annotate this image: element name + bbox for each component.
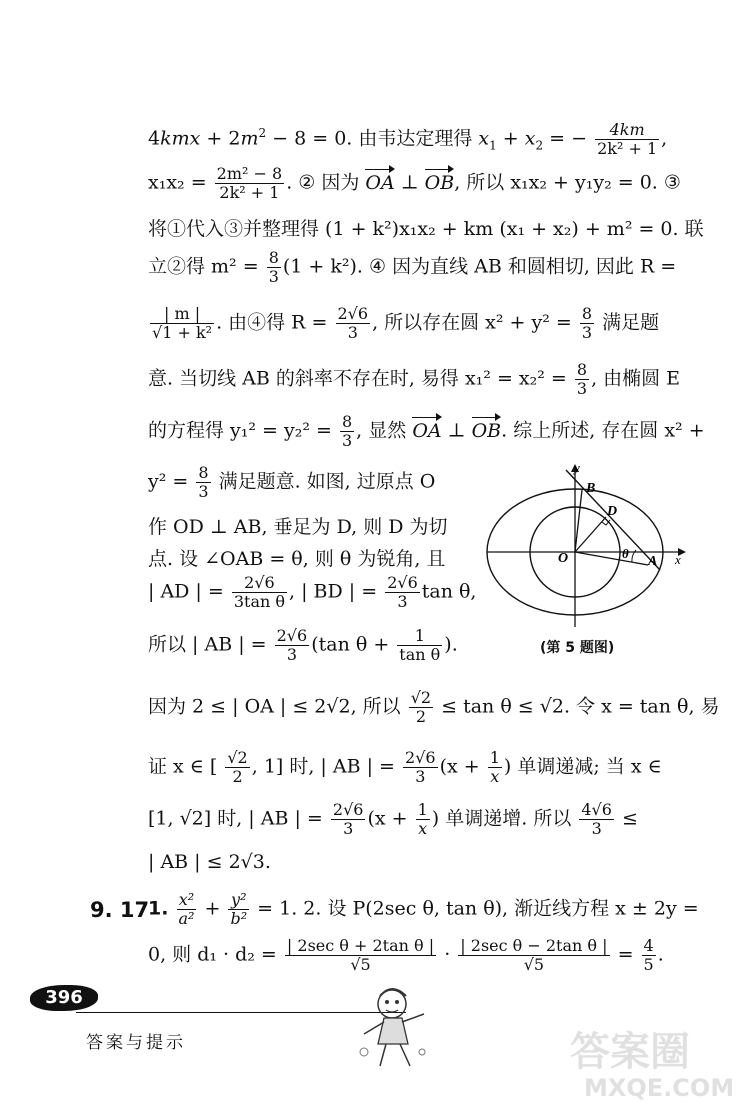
text: 4	[148, 127, 161, 150]
text: x	[478, 127, 490, 150]
text: ) 单调递减; 当 x ∈	[503, 755, 662, 778]
text-line-5	[148, 306, 659, 341]
text: ,	[661, 127, 668, 150]
text: ).	[444, 633, 458, 656]
text: , 1] 时, | AB | =	[251, 755, 395, 778]
text-line-17	[148, 892, 699, 927]
text: | AD | =	[148, 580, 224, 603]
fraction: $\frac{8}{3}$	[198, 463, 209, 501]
text: +	[496, 127, 525, 150]
text: ≤	[615, 807, 638, 830]
text: (1 + k²). ④ 因为直线 AB 和圆相切, 因此 R =	[282, 255, 677, 278]
text-line-11	[148, 575, 476, 610]
watermark-url: MXQE.COM	[584, 1074, 735, 1102]
text: ⊥	[394, 171, 425, 194]
fraction: $\frac{\text{| 2sec θ + 2tan θ |}}{√5}$	[286, 936, 435, 974]
fraction: $\frac{| m |}{\text{√1 + k²}}$	[152, 304, 213, 342]
fraction: $\frac{4}{5}$	[643, 936, 654, 974]
segment-oa	[575, 552, 648, 565]
fraction: $\frac{2√6}{3}$	[337, 304, 369, 342]
text: = −	[543, 127, 588, 150]
text: m	[240, 127, 259, 150]
text: x₁x₂ =	[148, 171, 207, 194]
fraction: $\frac{2√6}{3}$	[387, 573, 418, 611]
fraction: $\frac{2√6}{\text{3tan θ}}$	[233, 573, 286, 611]
text: tan θ,	[421, 580, 477, 603]
text: . 综上所述, 存在圆 x² +	[501, 419, 705, 442]
text: ·	[438, 943, 457, 966]
segment-od	[575, 517, 606, 552]
watermark: 答案圈	[570, 1029, 690, 1075]
text: 满足题	[596, 311, 660, 334]
text: , 所以 x₁x₂ + y₁y₂ = 0. ③	[454, 171, 681, 194]
fraction: $\frac{\text{| 2sec θ − 2tan θ |}}{√5}$	[460, 936, 608, 974]
figure-caption: (第 5 题图)	[540, 640, 615, 656]
label-d: D	[607, 504, 618, 519]
fraction: $\frac{√2}{2}$	[410, 688, 432, 726]
fraction: $\frac{1}{x}$	[489, 748, 500, 786]
fraction: $\frac{4km}{\text{2k² + 1}}$	[597, 120, 658, 158]
label-theta: θ	[622, 546, 629, 561]
fraction: $\frac{\text{2m² − 8}}{\text{2k² + 1}}$	[216, 164, 283, 202]
label-y: y	[574, 462, 580, 475]
label-o: O	[558, 551, 569, 566]
text-line-16: | AB | ≤ 2√3.	[148, 851, 271, 873]
text: 立②得 m² =	[148, 255, 259, 278]
text: , 所以存在圆 x² + y² =	[372, 311, 572, 334]
fraction: $\frac{8}{3}$	[341, 412, 353, 450]
text: +	[198, 897, 227, 920]
text: (tan θ +	[311, 633, 390, 656]
text: .	[657, 943, 664, 966]
text: kmx	[160, 127, 201, 150]
text: ≤ tan θ ≤ √2. 令 x = tan θ, 易	[435, 695, 720, 718]
text-line-18	[148, 938, 664, 973]
text-line-6	[148, 362, 680, 397]
footer-label: 答案与提示	[86, 1033, 186, 1053]
vector-oa: OA	[365, 171, 395, 194]
text: =	[611, 943, 634, 966]
text-line-8	[148, 465, 435, 500]
text: 因为 2 ≤ | OA | ≤ 2√2, 所以	[148, 695, 401, 718]
text: 证 x ∈ [	[148, 755, 218, 778]
text: = 1. 2. 设 P(2sec θ, tan θ), 渐近线方程 x ± 2y =	[251, 897, 699, 920]
label-b: B	[586, 481, 596, 496]
text: 满足题意. 如图, 过原点 O	[212, 470, 436, 493]
text-line-1: $4kmx + 2m^2 - 8 = 0$. 由韦达定理得 $x_1 + x_2$ = − $\frac{4km}{\text{2k² + 1}}$ ,	[148, 120, 668, 158]
text: ⊥	[441, 419, 472, 442]
text-line-15	[148, 802, 638, 837]
vector-ob: OB	[471, 419, 502, 442]
text: 1.	[148, 897, 169, 920]
fraction: $\frac{√2}{2}$	[227, 748, 248, 786]
page-number: 396	[30, 985, 98, 1011]
fraction: $\frac{\text{x²}}{\text{a²}}$	[178, 890, 195, 928]
text: , | BD | =	[289, 580, 378, 603]
text: , 显然	[356, 419, 407, 442]
text-line-12	[148, 628, 458, 663]
line-ab	[566, 470, 660, 570]
text-line-3: 将①代入③并整理得 (1 + k²)x₁x₂ + km (x₁ + x₂) + m² = 0. 联	[148, 218, 704, 240]
fraction: $\frac{2√6}{3}$	[405, 748, 436, 786]
fraction: $\frac{8}{3}$	[268, 248, 279, 286]
section-number: 9. 17	[90, 898, 150, 922]
fraction: $\frac{1}{\text{tan θ}}$	[399, 626, 441, 664]
fraction: $\frac{2√6}{3}$	[276, 626, 308, 664]
text-line-13	[148, 690, 720, 725]
text: 意. 当切线 AB 的斜率不存在时, 易得 x₁² = x₂² =	[148, 367, 567, 390]
text: (x +	[367, 807, 408, 830]
fraction: $\frac{\text{y²}}{\text{b²}}$	[230, 890, 248, 928]
text: + 2	[200, 127, 241, 150]
text-line-7	[148, 414, 705, 449]
text-line-9: 作 OD ⊥ AB, 垂足为 D, 则 D 为切	[148, 516, 448, 538]
text: 所以 | AB | =	[148, 633, 267, 656]
ellipse-circle-figure	[482, 462, 692, 632]
segment-ob	[575, 490, 582, 552]
text: (x +	[439, 755, 480, 778]
label-a: A	[648, 554, 658, 569]
text-line-4	[148, 250, 676, 285]
fraction: $\frac{8}{3}$	[576, 360, 588, 398]
text: , 由椭圆 E	[591, 367, 681, 390]
text: . ② 因为	[286, 171, 360, 194]
label-x: x	[675, 552, 681, 567]
text: 0, 则 d₁ · d₂ =	[148, 943, 277, 966]
fraction: $\frac{2√6}{3}$	[332, 800, 364, 838]
text: y² =	[148, 470, 189, 493]
text: 的方程得 y₁² = y₂² =	[148, 419, 332, 442]
text: . 由④得 R =	[216, 311, 328, 334]
text-line-10: 点. 设 ∠OAB = θ, 则 θ 为锐角, 且	[148, 548, 446, 570]
fraction: $\frac{4√6}{3}$	[581, 800, 612, 838]
vector-ob: OB	[424, 171, 455, 194]
cartoon-mascot-icon	[350, 982, 440, 1072]
fraction: $\frac{1}{x}$	[417, 800, 428, 838]
text-line-14	[148, 750, 662, 785]
fraction: $\frac{8}{3}$	[581, 304, 593, 342]
text-line-2	[148, 166, 681, 201]
text: − 8 = 0. 由韦达定理得	[266, 127, 479, 150]
vector-oa: OA	[412, 419, 442, 442]
text: ) 单调递增. 所以	[431, 807, 572, 830]
text: [1, √2] 时, | AB | =	[148, 807, 323, 830]
